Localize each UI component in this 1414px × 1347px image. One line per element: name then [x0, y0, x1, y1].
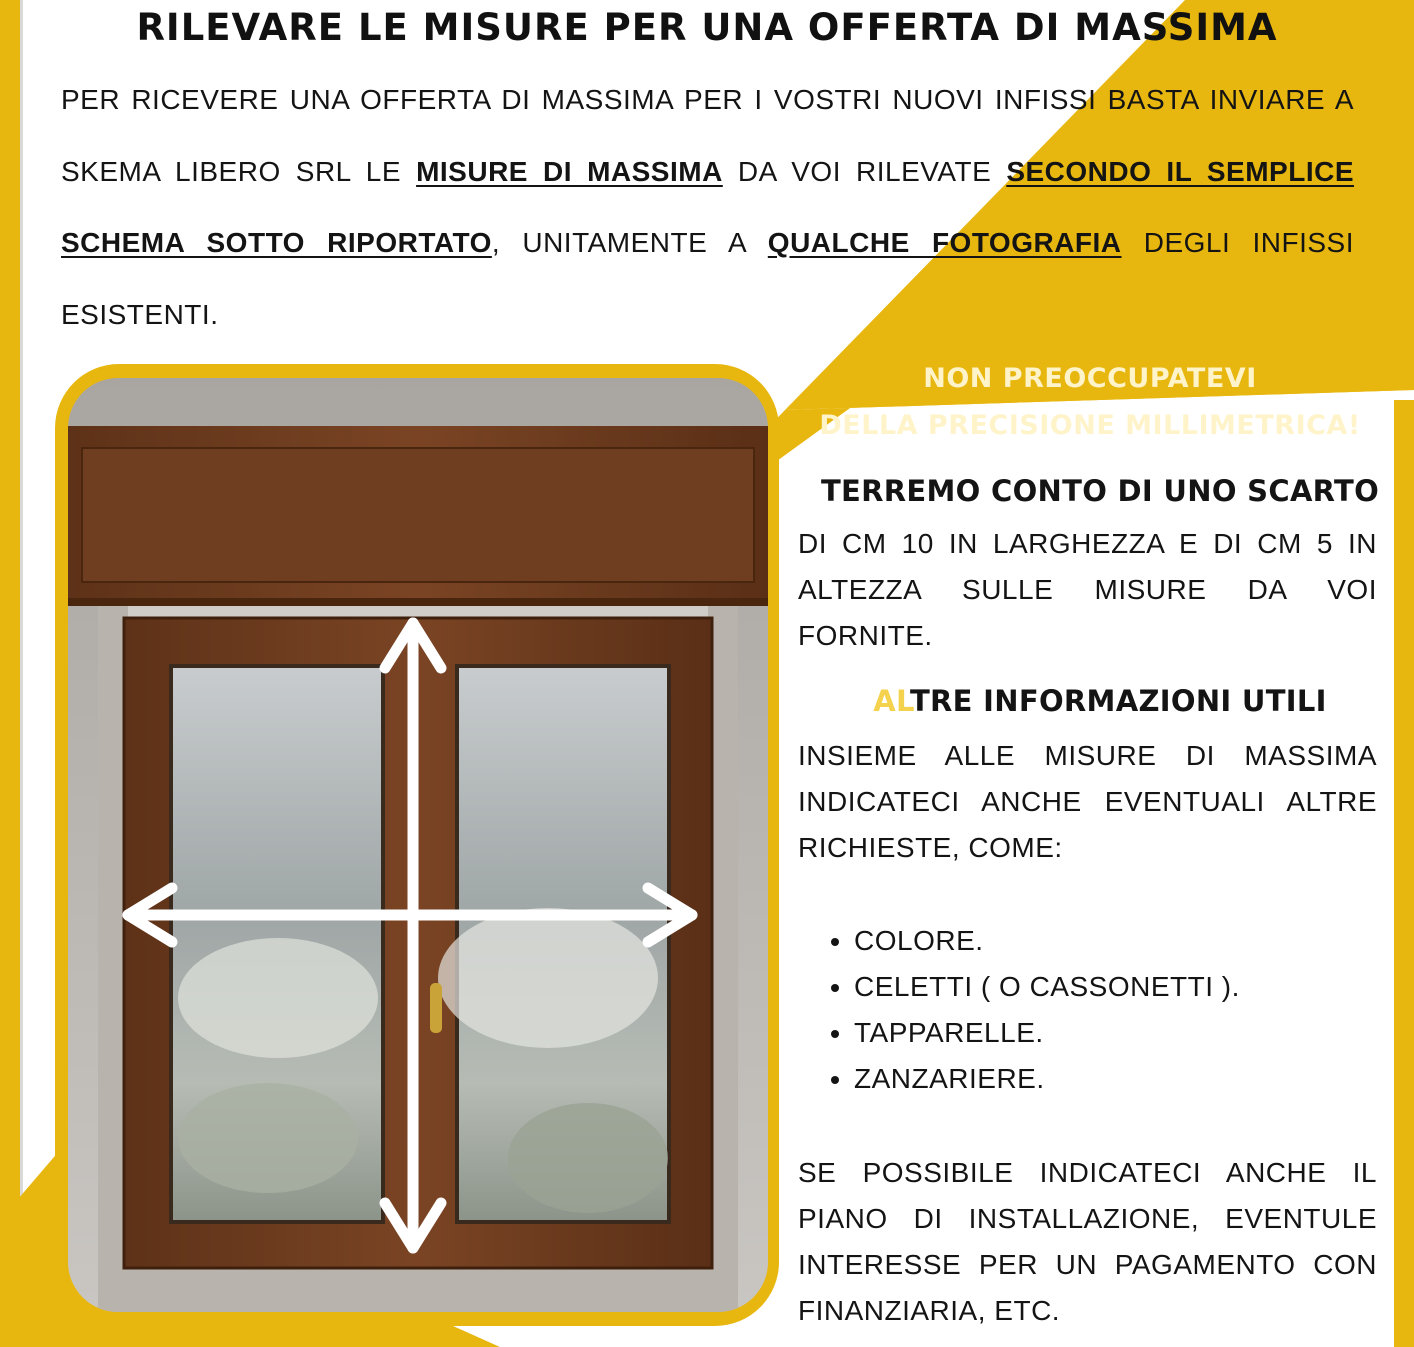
list-item: • COLORE. [854, 918, 1414, 964]
info-text: INSIEME ALLE MISURE DI MASSIMA INDICATECI ANCHE EVENTUALI ALTRE RICHIESTE, COME: [798, 740, 1377, 863]
intro-underlined-2: SECONDO IL SEMPLICE SCHEMA SOTTO RIPORTATO [61, 155, 1354, 258]
list-item: • ZANZARIERE. [854, 1056, 1414, 1102]
precision-line-1: NON PREOCCUPATEVI [923, 363, 1257, 394]
list-item: • TAPPARELLE. [854, 1010, 1414, 1056]
precision-note-heading [785, 355, 1395, 449]
intro-text-3: , UNITAMENTE A [491, 227, 768, 258]
intro-underlined-3: QUALCHE FOTOGRAFIA [767, 227, 1122, 258]
info-heading-rest: TRE INFORMAZIONI UTILI [909, 684, 1327, 718]
tolerance-heading: TERREMO CONTO DI UNO SCARTO [820, 474, 1380, 508]
tolerance-text: DI CM 10 IN LARGHEZZA E DI CM 5 IN ALTEZZA SULLE MISURE DA VOI FORNITE. [798, 528, 1377, 651]
request-list [798, 918, 1414, 1102]
footer-text: SE POSSIBILE INDICATECI ANCHE IL PIANO DI INSTALLAZIONE, EVENTULE INTERESSE PER UN PAGAMENTO CON FINANZIARIA, ETC. [798, 1157, 1377, 1326]
info-heading-prefix: AL [873, 684, 910, 718]
intro-text-1: PER RICEVERE UNA OFFERTA DI MASSIMA PER I VOSTRI NUOVI INFISSI BASTA INVIARE A SKEMA LIBERO SRL LE [61, 84, 1354, 187]
page-title: RILEVARE LE MISURE PER UNA OFFERTA DI MASSIMA [136, 6, 1278, 49]
info-heading [785, 684, 1414, 718]
intro-text-4: DEGLI INFISSI ESISTENTI. [61, 227, 1354, 330]
precision-line-2: DELLA PRECISIONE MILLIMETRICA! [819, 410, 1361, 441]
intro-underlined-1: MISURE DI MASSIMA [416, 155, 723, 187]
double-arrow-vertical-icon [385, 623, 441, 1248]
list-item: • CELETTI ( O CASSONETTI ). [854, 964, 1414, 1010]
intro-text-2: DA VOI RILEVATE [722, 155, 1007, 187]
